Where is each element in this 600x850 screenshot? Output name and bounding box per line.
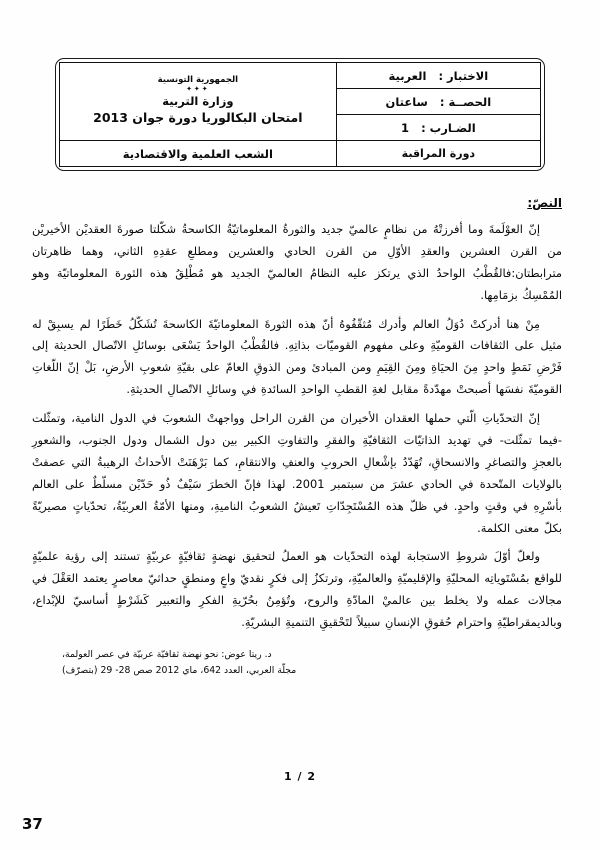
paragraph: إنّ العوْلَمةَ وما أفرزتْهُ من نظامٍ عالميّ جديد والثورةُ المعلوماتيّةُ الكاسحةُ شكّلتا صورةَ العقديْن الأخيريْن من القرن العشرين والعقدِ الأوّلِ من القرن الحادي والعشرين ومطلعِ عقدِهِ الثاني، وهما ظاهرتان مترابطتان:فالقُطْبُ الواحدُ الذي يرتكز عليه النظامُ العالميّ الجديد هو مُطْلِقُ هذه الثورة المعلوماتيّة وهو المُمْسِكُ بزمَامِها.: [32, 222, 562, 302]
text-heading: النصّ:: [527, 196, 562, 210]
duration-label: الحصــة :: [439, 94, 492, 109]
subject-cell: [336, 63, 540, 89]
duration-value: ساعتان: [385, 94, 428, 109]
sheet-number: 37: [22, 815, 43, 833]
source-citation: [32, 647, 562, 680]
citation-line-author: د. ريتا عوض: نحو نهضة ثقافيّة عربيّة في عصر العولمة،: [62, 649, 272, 661]
header-table: [59, 62, 541, 167]
star-divider-icon: ✦✦✦: [186, 84, 210, 93]
duration-cell: [336, 89, 540, 115]
table-row: [60, 141, 541, 167]
coefficient-label: الضـارب :: [421, 120, 476, 135]
section-cell: [60, 141, 337, 167]
page-marker: 2 / 1: [284, 770, 316, 783]
exam-header-table: [55, 58, 545, 171]
session-cell: [336, 141, 540, 167]
text-body: [32, 196, 562, 680]
paragraph: إنّ التحدّياتِ الّتي حملها العقدان الأخيران من القرن الراحل وواجهتْ الشعوبَ في الدول النامية، وتمثّلت -فيما تمثّلت- في تهديد الذاتيّات الثقافيّةِ والفقرِ والتفاوتِ الكبير بين دول الشمال ودول الجنوب، والشعورِ بالعجزِ والتصاغرِ والانسحاقِ، تُهَدّدُ بإشْعالِ الحروبِ والعنفِ والانتقامِ، كما بَرْهَنَتْ الأحداثُ الرهيبةُ التي عصفتْ بالولايات المتّحدة في الحادي عشرَ من سبتمبر 2001. لهذا فإنّ الخطرَ سَيْفٌ ذُو حَدّيْن مسلّطٌ على العالم بأسْرِهِ في وقتٍ واحدٍ. في ظلّ هذه المُسْتَجِدّاتِ تَعيشُ الشعوبُ الناميةِ، ومنها الأمّةُ العربيّةُ، تحدّياتٍ مصيريّةً بكلّ معنى الكلمة.: [32, 411, 562, 535]
subject-value: العربية: [388, 68, 427, 83]
section-value: الشعب العلمية والاقتصادية: [122, 146, 273, 161]
paragraph: مِنْ هنا أدركتْ دُوَلُ العالم وأدرك مُثقّفُوهُ أنّ هذه الثورةَ المعلوماتيّةَ الكاسحةَ تُشَكّلُ خَطَرًا لم يسبِقْ له مثيل على الثقافات القوميّةِ وعلى مفهوم القوميّات بذاتِهِ. فالقُطْبُ الواحدُ يَسْعَى بوسائلِ الاتّصال الحديثة إلى فَرْضِ نَمَطٍ واحدٍ مِنَ الحيَاةِ ومِنَ القِيَمِ ومن المبادئ ومن الذوقِ العامّ على بقيّةِ شعوبِ الأرضِ، بَلْ إنّ اللّغاتِ القوميّةَ نفسَها أصبحتْ مهدّدةً مقابل لغةِ القطبِ الواحدِ السائدةِ في وسائلِ الاتّصالِ الحديثةِ.: [32, 316, 562, 397]
coefficient-value: 1: [401, 120, 410, 135]
ministry-name: وزارة التربية: [162, 93, 234, 108]
session-value: دورة المراقبة: [401, 147, 476, 160]
paragraph: ولعلّ أوّلَ شروطِ الاستجابة لهذه التحدّيات هو العملُ لتحقيق نهضةٍ ثقافيّةٍ عربيّةٍ تستند إلى رؤية علميّةٍ للواقع بمُسْتَوياتِه المحليّةِ والإقليميّةِ والعالميّةِ، وترتكزُ إلى فكرٍ نقديّ واعٍ ومنطقٍ حداثيّ معاصرٍ يعتمد العَقْلَ في مجالات عمله ولا يخلط بين عالميْ المادّةِ والروح، وتُؤمِنُ بحُرّيةِ الفكرِ والتعبير كَشَرْطٍ أساسيّ للإبْداع، وبالديمقراطيّةِ واحترام حُقوقِ الإنسانِ سبيلاً لتَحْقيقِ التنميةِ البشريّةِ.: [32, 549, 562, 630]
citation-line-publication: مجلّة العربي، العدد 642، ماي 2012 صص 28- 29 (بتصرّف): [62, 665, 297, 677]
table-row: [60, 63, 541, 89]
subject-label: الاختبار :: [438, 68, 489, 83]
exam-title: امتحان البكالوريا دورة جوان 2013: [93, 110, 303, 126]
header-outer-frame: [55, 58, 545, 171]
republic-name: الجمهورية التونسية: [157, 74, 239, 85]
institution-cell: [60, 63, 337, 141]
coefficient-cell: [336, 115, 540, 141]
